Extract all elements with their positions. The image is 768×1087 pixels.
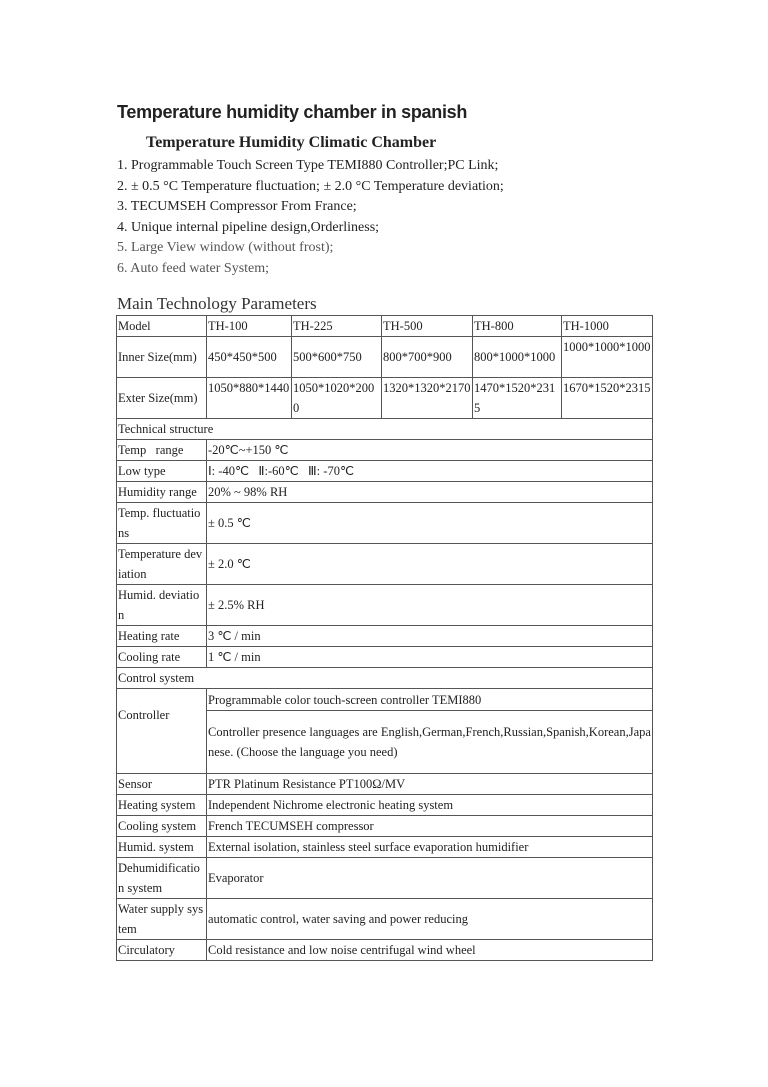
table-row-cooling-system bbox=[117, 816, 653, 837]
table-cell: 20% ~ 98% RH bbox=[207, 482, 653, 503]
feature-item: 4. Unique internal pipeline design,Orderliness; bbox=[117, 219, 380, 235]
feature-item: 1. Programmable Touch Screen Type TEMI880 Controller;PC Link; bbox=[117, 158, 499, 173]
table-cell: 800*700*900 bbox=[382, 337, 473, 378]
feature-list bbox=[117, 156, 504, 279]
table-cell: Exter Size(mm) bbox=[117, 378, 207, 419]
table-row-temp-deviation bbox=[117, 544, 653, 585]
page-title: Temperature humidity chamber in spanish bbox=[117, 102, 468, 122]
table-row-heating-rate bbox=[117, 626, 653, 647]
table-row-sensor bbox=[117, 774, 653, 795]
table-cell: 500*600*750 bbox=[292, 337, 382, 378]
table-cell: Dehumidification system bbox=[117, 858, 207, 899]
table-cell: Circulatory bbox=[117, 940, 207, 961]
table-row-inner-size bbox=[117, 337, 653, 378]
table-cell: Model bbox=[117, 316, 207, 337]
table-row-control-system bbox=[117, 668, 653, 689]
table-cell: Independent Nichrome electronic heating system bbox=[207, 795, 653, 816]
table-cell: PTR Platinum Resistance PT100Ω/MV bbox=[207, 774, 653, 795]
feature-item: 5. Large View window (without frost); bbox=[117, 240, 334, 255]
table-cell: Temperature deviation bbox=[117, 544, 207, 585]
table-cell: 1000*1000*1000 bbox=[562, 337, 653, 378]
table-row-controller bbox=[117, 689, 653, 711]
table-row-cooling-rate bbox=[117, 647, 653, 668]
table-row-technical-structure bbox=[117, 419, 653, 440]
table-row-water-supply bbox=[117, 899, 653, 940]
table-cell: 1050*880*1440 bbox=[207, 378, 292, 419]
table-cell: 450*450*500 bbox=[207, 337, 292, 378]
table-row-exter-size bbox=[117, 378, 653, 419]
table-cell: 1320*1320*2170 bbox=[382, 378, 473, 419]
table-cell: Sensor bbox=[117, 774, 207, 795]
table-row-temp-range bbox=[117, 440, 653, 461]
table-row-circulatory bbox=[117, 940, 653, 961]
table-cell: TH-100 bbox=[207, 316, 292, 337]
table-cell: 1050*1020*2000 bbox=[292, 378, 382, 419]
table-cell: 800*1000*1000 bbox=[473, 337, 562, 378]
table-cell: automatic control, water saving and power reducing bbox=[207, 899, 653, 940]
table-cell: Humidity range bbox=[117, 482, 207, 503]
table-row-temp-fluctuations bbox=[117, 503, 653, 544]
table-cell: 3 ℃ / min bbox=[207, 626, 653, 647]
table-cell: -20℃~+150 ℃ bbox=[207, 440, 653, 461]
parameters-table bbox=[116, 315, 653, 961]
table-cell: TH-800 bbox=[473, 316, 562, 337]
section-title: Main Technology Parameters bbox=[117, 294, 317, 313]
table-cell: ± 2.5% RH bbox=[207, 585, 653, 626]
table-row-humid-system bbox=[117, 837, 653, 858]
table-cell: Humid. system bbox=[117, 837, 207, 858]
table-cell: TH-500 bbox=[382, 316, 473, 337]
feature-item: 6. Auto feed water System; bbox=[117, 260, 270, 276]
table-cell: External isolation, stainless steel surface evaporation humidifier bbox=[207, 837, 653, 858]
table-cell: Control system bbox=[117, 668, 653, 689]
table-cell: 1470*1520*2315 bbox=[473, 378, 562, 419]
subtitle: Temperature Humidity Climatic Chamber bbox=[146, 134, 437, 151]
table-cell: Heating rate bbox=[117, 626, 207, 647]
table-row-humid-deviation bbox=[117, 585, 653, 626]
table-cell: ± 2.0 ℃ bbox=[207, 544, 653, 585]
table-cell: Humid. deviation bbox=[117, 585, 207, 626]
table-row-dehumidification bbox=[117, 858, 653, 899]
table-row-humidity-range bbox=[117, 482, 653, 503]
table-cell: Cooling system bbox=[117, 816, 207, 837]
table-cell: Low type bbox=[117, 461, 207, 482]
feature-item: 3. TECUMSEH Compressor From France; bbox=[117, 199, 357, 214]
feature-item: 2. ± 0.5 °C Temperature fluctuation; ± 2.0 °C Temperature deviation; bbox=[117, 178, 504, 194]
table-cell: TH-225 bbox=[292, 316, 382, 337]
table-cell: TH-1000 bbox=[562, 316, 653, 337]
table-cell: Ⅰ: -40℃ Ⅱ:-60℃ Ⅲ: -70℃ bbox=[207, 461, 653, 482]
table-cell: ± 0.5 ℃ bbox=[207, 503, 653, 544]
table-cell: French TECUMSEH compressor bbox=[207, 816, 653, 837]
table-cell: Heating system bbox=[117, 795, 207, 816]
table-row-heating-system bbox=[117, 795, 653, 816]
table-cell: Technical structure bbox=[117, 419, 653, 440]
table-cell: Water supply system bbox=[117, 899, 207, 940]
table-cell: 1670*1520*2315 bbox=[562, 378, 653, 419]
table-cell: Controller presence languages are English,German,French,Russian,Spanish,Korean,Japanese. (Choose the language you need) bbox=[207, 711, 653, 774]
table-row-model bbox=[117, 316, 653, 337]
table-cell: Evaporator bbox=[207, 858, 653, 899]
table-cell: Programmable color touch-screen controller TEMI880 bbox=[207, 689, 653, 711]
table-cell: Cold resistance and low noise centrifugal wind wheel bbox=[207, 940, 653, 961]
table-row-low-type bbox=[117, 461, 653, 482]
table-cell: Temp range bbox=[117, 440, 207, 461]
table-cell: 1 ℃ / min bbox=[207, 647, 653, 668]
table-cell: Controller bbox=[117, 689, 207, 774]
table-cell: Inner Size(mm) bbox=[117, 337, 207, 378]
table-cell: Temp. fluctuations bbox=[117, 503, 207, 544]
table-cell: Cooling rate bbox=[117, 647, 207, 668]
